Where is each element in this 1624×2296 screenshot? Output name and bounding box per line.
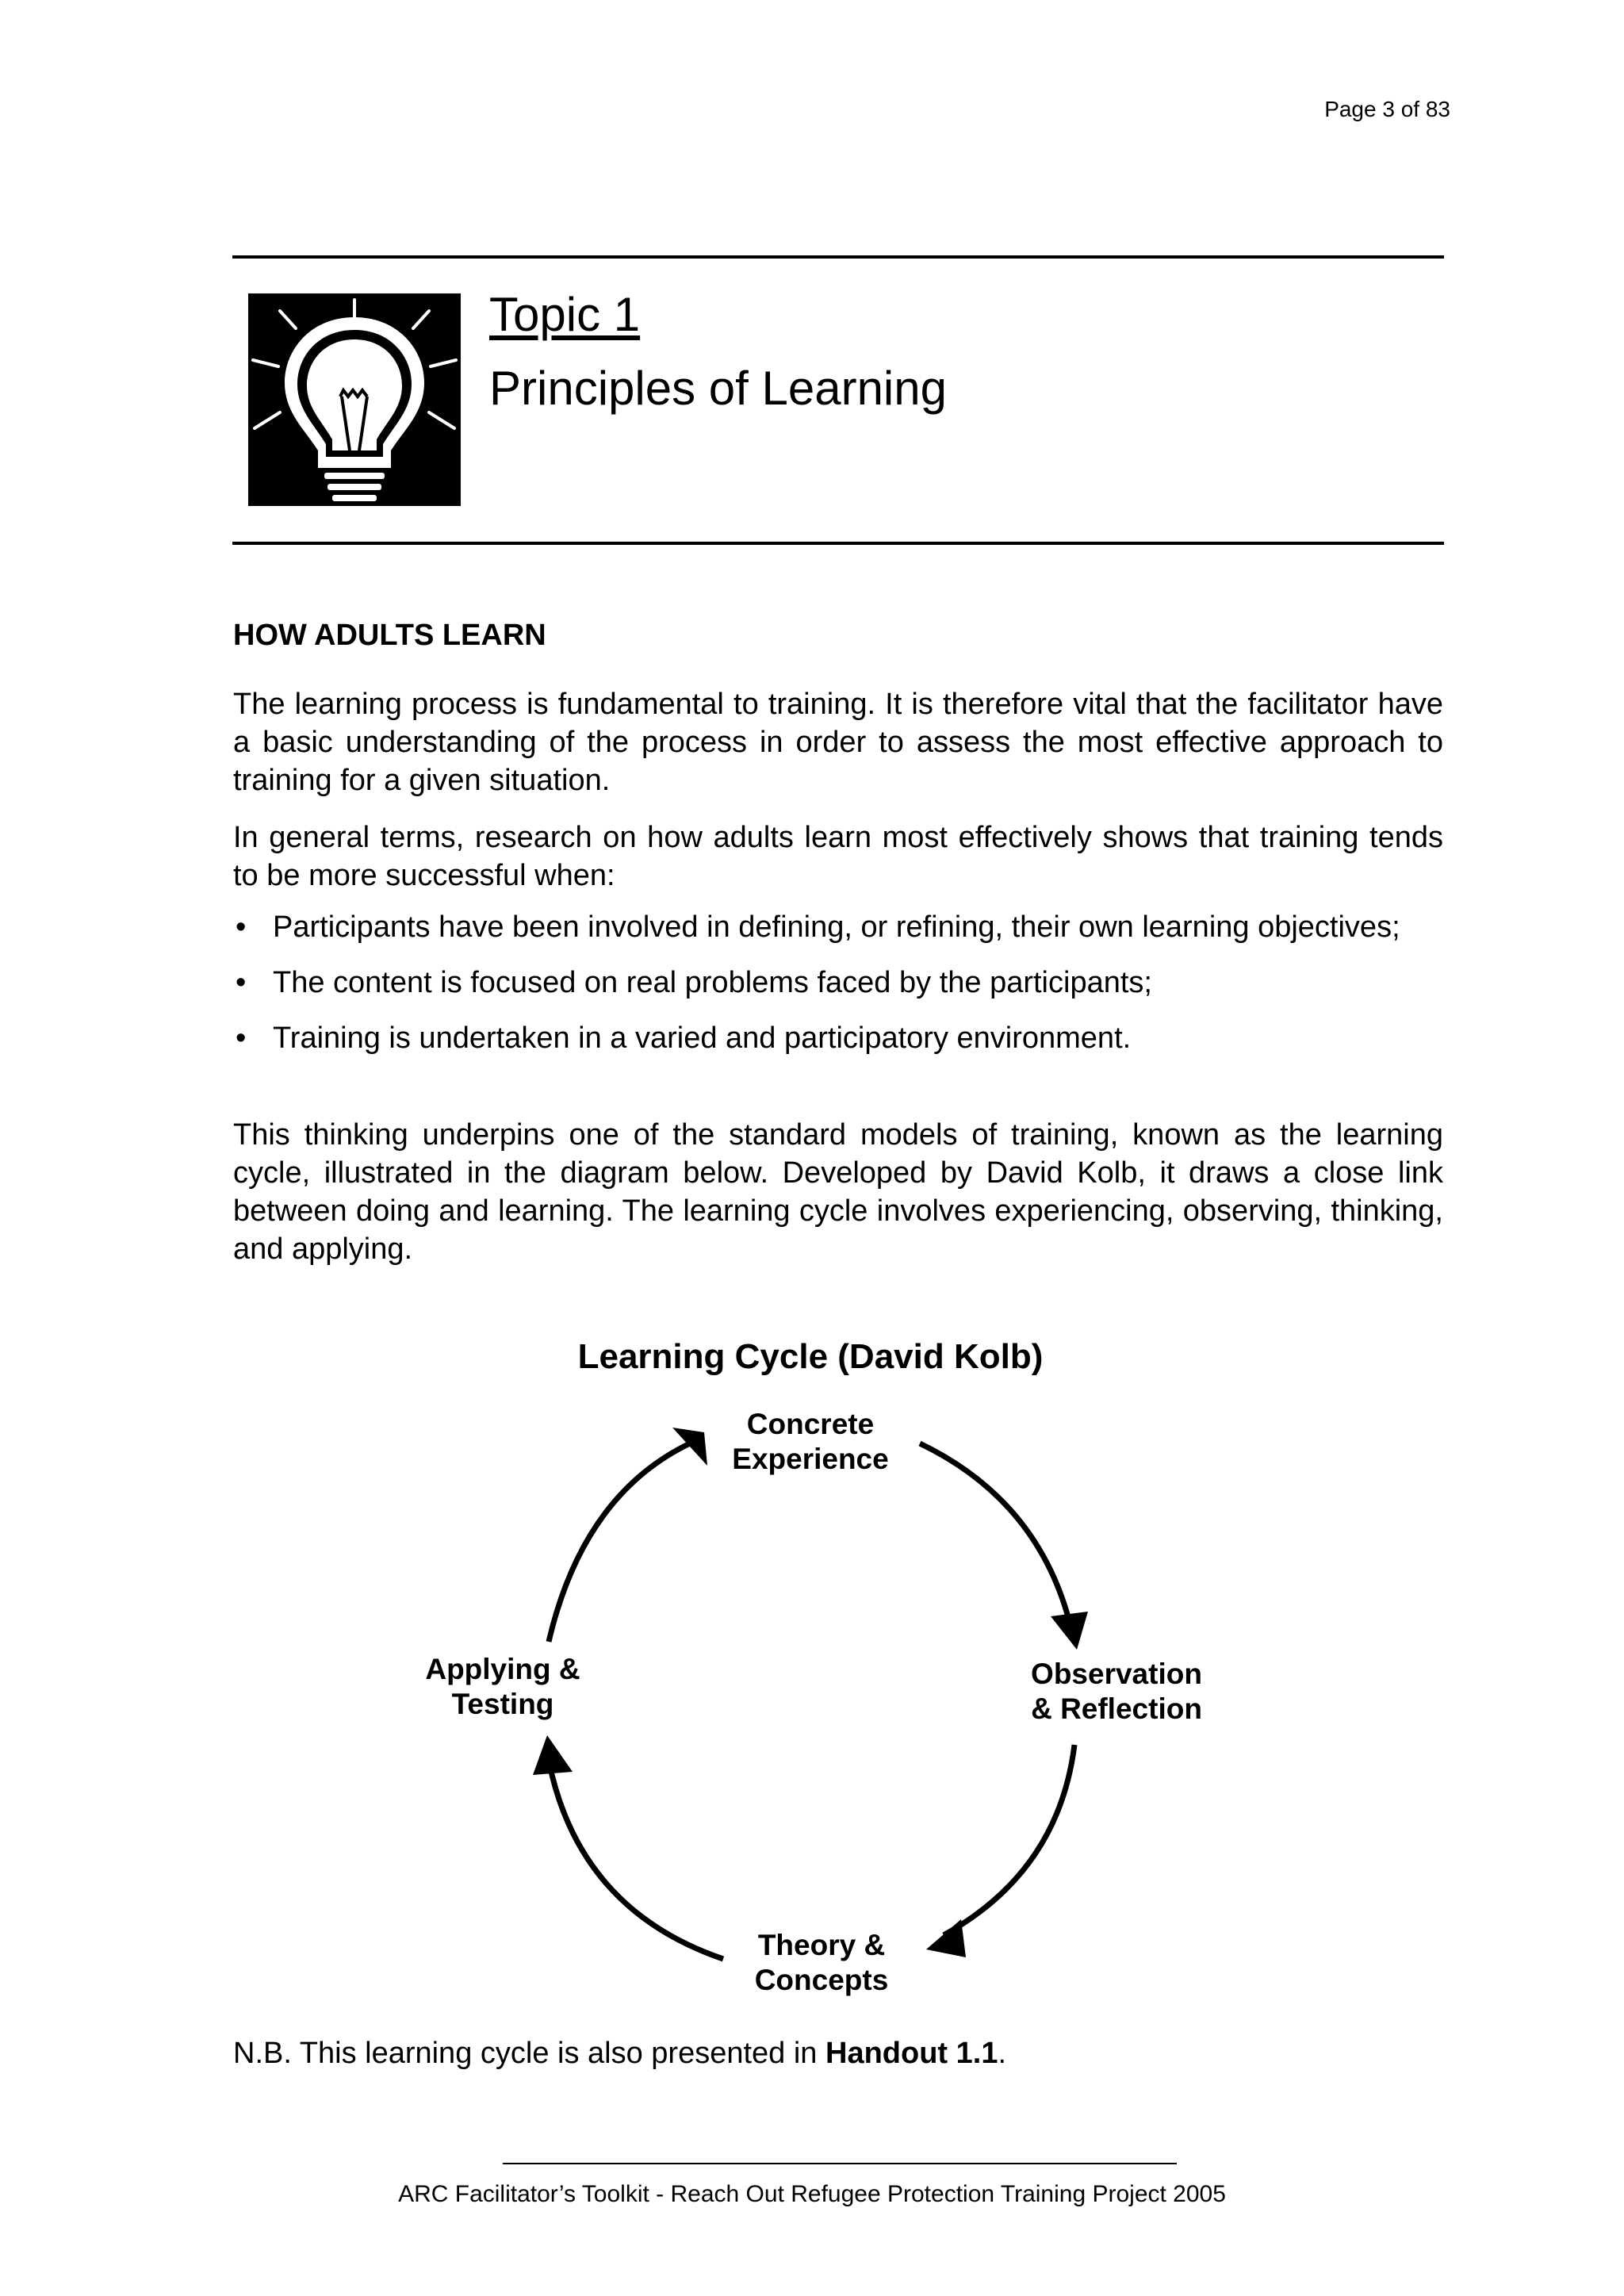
arrowhead-theory-icon xyxy=(926,1919,966,1957)
diagram-title: Learning Cycle (David Kolb) xyxy=(577,1337,1044,1376)
list-item: • The content is focused on real problems faced by the participants; xyxy=(233,964,1443,1002)
bullet-icon: • xyxy=(236,966,247,999)
top-divider xyxy=(232,255,1444,259)
arrowhead-applying-icon xyxy=(533,1735,573,1775)
kolb-paragraph: This thinking underpins one of the standard models of training, known as the learning cycle, illustrated in the diagram below. Developed by David Kolb, it draws a close link between doing and learning. The learning cycle involves experiencing, observing, thinking, and applying. xyxy=(233,1118,1443,1266)
node-applying-line2: Testing xyxy=(451,1688,554,1720)
bottom-divider xyxy=(232,542,1444,545)
research-paragraph: In general terms, research on how adults learn most effectively shows that training tends to be more successful when: xyxy=(233,821,1443,892)
node-concrete-line1: Concrete xyxy=(746,1408,875,1440)
section-heading: HOW ADULTS LEARN xyxy=(233,619,546,652)
footer-divider xyxy=(503,2163,1177,2164)
page-number: Page 3 of 83 xyxy=(1324,97,1450,121)
arrow-observation-to-theory xyxy=(944,1745,1074,1935)
learning-cycle-diagram xyxy=(0,1317,1624,2030)
handout-note: N.B. This learning cycle is also presented in Handout 1.1. xyxy=(233,2037,1007,2070)
handout-reference: Handout 1.1 xyxy=(825,2037,998,2070)
lightbulb-icon xyxy=(248,293,461,506)
list-item: • Participants have been involved in defining, or refining, their own learning objectives; xyxy=(233,908,1443,946)
list-item: • Training is undertaken in a varied and participatory environment. xyxy=(233,1019,1443,1057)
topic-number: Topic 1 xyxy=(489,288,641,341)
bullet-icon: • xyxy=(236,910,247,944)
arrow-theory-to-applying xyxy=(549,1761,723,1959)
topic-title: Principles of Learning xyxy=(489,362,948,415)
success-factors-list xyxy=(233,908,1443,1075)
intro-paragraph: The learning process is fundamental to training. It is therefore vital that the facilitator have a basic understanding of the process in order to assess the most effective approach to training for a given situation. xyxy=(233,688,1443,797)
node-applying-line1: Applying & xyxy=(425,1653,580,1685)
node-observation-line1: Observation xyxy=(1031,1658,1202,1690)
node-observation-line2: & Reflection xyxy=(1031,1692,1202,1725)
arrowhead-observation-icon xyxy=(1051,1612,1088,1650)
arrow-applying-to-concrete xyxy=(549,1443,690,1642)
bullet-icon: • xyxy=(236,1022,247,1055)
node-theory-line1: Theory & xyxy=(757,1929,886,1961)
node-theory-line2: Concepts xyxy=(754,1964,889,1996)
node-concrete-line2: Experience xyxy=(732,1443,889,1475)
arrow-concrete-to-observation xyxy=(920,1443,1071,1626)
footer-text: ARC Facilitator’s Toolkit - Reach Out Refugee Protection Training Project 2005 xyxy=(398,2181,1226,2207)
